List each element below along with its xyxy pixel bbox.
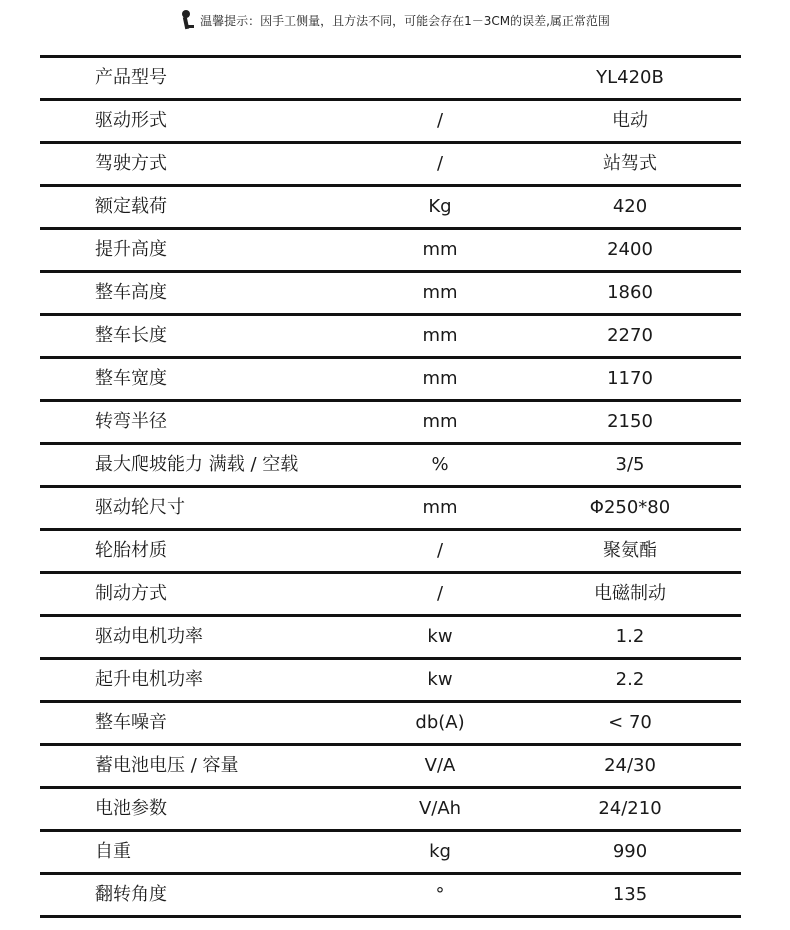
spec-row-self-weight: [40, 832, 741, 875]
spec-name: 驾驶方式: [95, 153, 167, 174]
spec-value: 24/210: [598, 798, 662, 819]
spec-name: 自重: [95, 841, 131, 862]
spec-value: Φ250*80: [589, 497, 671, 518]
spec-value: 站驾式: [603, 153, 657, 174]
spec-unit: Kg: [428, 196, 452, 217]
spec-value: 1860: [607, 282, 653, 303]
spec-name: 额定载荷: [95, 196, 167, 217]
spec-row-turning-radius: [40, 402, 741, 445]
spec-unit: mm: [422, 239, 458, 260]
spec-row-tire-material: [40, 531, 741, 574]
spec-unit: mm: [422, 497, 458, 518]
spec-name: 整车高度: [95, 282, 167, 303]
spec-value: < 70: [608, 712, 652, 733]
spec-row-overall-length: [40, 316, 741, 359]
spec-unit: mm: [422, 325, 458, 346]
spec-name: 转弯半径: [95, 411, 167, 432]
spec-value: 2400: [607, 239, 653, 260]
spec-unit: kw: [427, 626, 453, 647]
spec-row-rated-load: [40, 187, 741, 230]
spec-name: 翻转角度: [95, 884, 167, 905]
spec-name: 电池参数: [95, 798, 167, 819]
spec-row-lift-height: [40, 230, 741, 273]
spec-row-drive-wheel-size: [40, 488, 741, 531]
spec-row-drive-type: [40, 101, 741, 144]
spec-value: 420: [612, 196, 648, 217]
spec-value: 135: [612, 884, 648, 905]
spec-value: 2.2: [615, 669, 645, 690]
notice-text: 温馨提示：因手工侧量，且方法不同，可能会存在1－3CM的误差,属正常范围: [200, 13, 610, 28]
spec-unit: mm: [422, 368, 458, 389]
spec-table: [40, 55, 741, 918]
spec-row-noise: [40, 703, 741, 746]
spec-unit: db(A): [415, 712, 465, 733]
spec-unit: mm: [422, 282, 458, 303]
spec-row-tilt-angle: [40, 875, 741, 918]
spec-name: 整车宽度: [95, 368, 167, 389]
spec-unit: mm: [422, 411, 458, 432]
spec-unit: /: [436, 583, 444, 604]
spec-unit: kg: [429, 841, 451, 862]
spec-value: 电动: [612, 110, 648, 131]
spec-row-drive-motor-power: [40, 617, 741, 660]
spec-name: 整车长度: [95, 325, 167, 346]
spec-value: 1.2: [615, 626, 645, 647]
spec-row-overall-width: [40, 359, 741, 402]
spec-name: 制动方式: [95, 583, 167, 604]
spec-unit: [370, 58, 510, 98]
spec-name: 提升高度: [95, 239, 167, 260]
spec-name: 驱动电机功率: [95, 626, 203, 647]
spec-value: 3/5: [615, 454, 645, 475]
spec-unit: /: [436, 540, 444, 561]
spec-name: 最大爬坡能力 满载 / 空载: [95, 454, 299, 475]
spec-name: 驱动轮尺寸: [95, 497, 185, 518]
spec-value: 24/30: [604, 755, 656, 776]
spec-name: 轮胎材质: [95, 540, 167, 561]
spec-value: 2150: [607, 411, 653, 432]
spec-unit: °: [435, 884, 445, 905]
spec-name: 起升电机功率: [95, 669, 203, 690]
spec-unit: /: [436, 153, 444, 174]
spec-unit: /: [436, 110, 444, 131]
spec-value: YL420B: [596, 67, 664, 88]
spec-row-model: [40, 58, 741, 101]
spec-unit: V/A: [424, 755, 456, 776]
spec-row-operation-mode: [40, 144, 741, 187]
spec-value: 电磁制动: [594, 583, 666, 604]
spec-value: 聚氨酯: [603, 540, 657, 561]
tape-measure-icon: [180, 9, 196, 31]
spec-row-battery-parameters: [40, 789, 741, 832]
spec-name: 整车噪音: [95, 712, 167, 733]
spec-row-overall-height: [40, 273, 741, 316]
spec-row-battery-voltage-capacity: [40, 746, 741, 789]
spec-row-max-gradeability: [40, 445, 741, 488]
spec-name: 产品型号: [95, 67, 167, 88]
measurement-notice: [0, 8, 790, 32]
spec-name: 蓄电池电压 / 容量: [95, 755, 239, 776]
spec-row-braking-mode: [40, 574, 741, 617]
spec-unit: V/Ah: [418, 798, 462, 819]
spec-value: 990: [612, 841, 648, 862]
spec-value: 2270: [607, 325, 653, 346]
spec-row-lift-motor-power: [40, 660, 741, 703]
spec-name: 驱动形式: [95, 110, 167, 131]
spec-value: 1170: [607, 368, 653, 389]
spec-unit: %: [431, 454, 449, 475]
spec-unit: kw: [427, 669, 453, 690]
